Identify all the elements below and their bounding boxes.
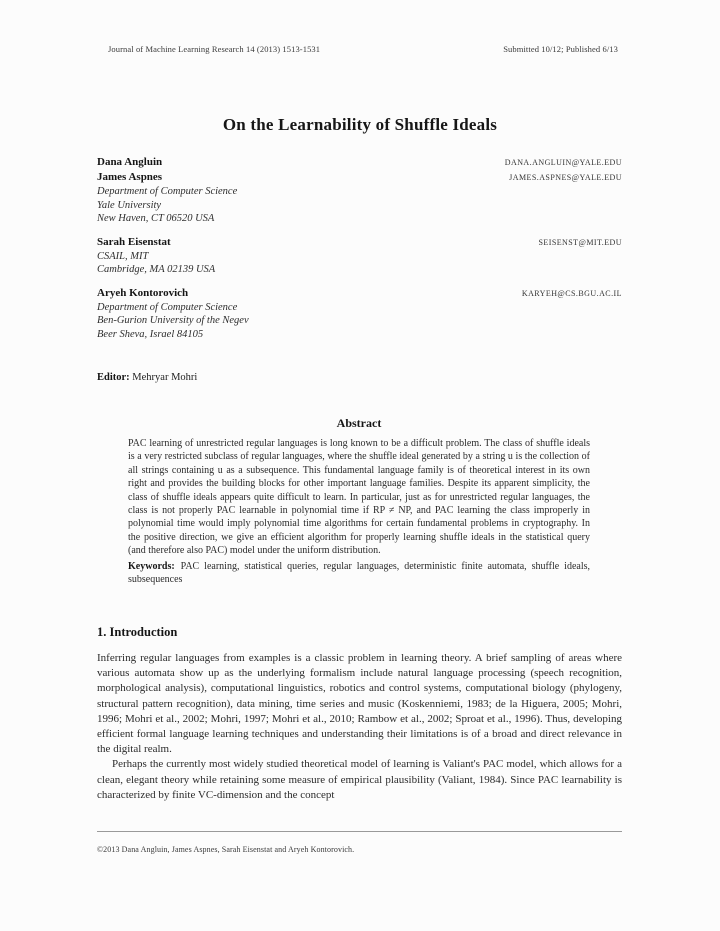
author-name: Aryeh Kontorovich — [97, 286, 189, 299]
affiliation-line: Yale University — [97, 199, 162, 211]
author-row — [97, 155, 622, 170]
affiliation-line: Beer Sheva, Israel 84105 — [97, 328, 204, 340]
author-name: Dana Angluin — [97, 156, 163, 168]
editor-line — [97, 372, 197, 383]
author-block-mit — [97, 235, 622, 277]
author-block-bgu — [97, 286, 622, 342]
running-head — [108, 44, 618, 54]
author-email: SEISENST@MIT.EDU — [538, 237, 622, 247]
author-email: KARYEH@CS.BGU.AC.IL — [521, 288, 622, 298]
editor-name: Mehryar Mohri — [132, 372, 198, 383]
abstract-section — [128, 416, 590, 586]
affiliation-line: Ben-Gurion University of the Negev — [97, 315, 249, 326]
author-row — [97, 170, 622, 185]
affiliation-line: New Haven, CT 06520 USA — [97, 213, 215, 224]
keywords-line — [128, 560, 590, 587]
author-block-yale — [97, 155, 622, 226]
paper-title: On the Learnability of Shuffle Ideals — [222, 115, 498, 134]
affiliation-line: Cambridge, MA 02139 USA — [97, 264, 216, 275]
introduction-paragraph-2: Perhaps the currently most widely studied theoretical model of learning is Valiant's PAC model, which allows for a clean, elegant theory while retaining some measure of empirical plausibility (Valiant, 1984). Since PAC learnability is characterized by finite VC-dimension and the concept — [97, 758, 622, 801]
submission-dates: Submitted 10/12; Published 6/13 — [503, 44, 618, 54]
author-row — [97, 235, 622, 250]
footnote-rule — [97, 831, 622, 832]
journal-citation: Journal of Machine Learning Research 14 (2013) 1513-1531 — [108, 44, 321, 54]
copyright-line: ©2013 Dana Angluin, James Aspnes, Sarah Eisenstat and Aryeh Kontorovich. — [97, 845, 355, 854]
author-section — [97, 155, 622, 341]
abstract-heading: Abstract — [336, 416, 382, 430]
editor-label: Editor: — [97, 372, 130, 383]
section-heading-introduction: 1. Introduction — [97, 625, 178, 639]
affiliation-line: Department of Computer Science — [97, 186, 238, 197]
author-name: Sarah Eisenstat — [97, 235, 171, 248]
introduction-body — [97, 651, 622, 803]
affiliation-line: Department of Computer Science — [97, 301, 238, 313]
introduction-paragraph-1: Inferring regular languages from examples is a classic problem in learning theory. A brief sampling of areas where various automata show up as the underlying formalism include natural language processing (speech recognition, morphological analysis), computational linguistics, robotics and control systems, computational biology (phylogeny, structural pattern recognition), data mining, time series and music (Koskenniemi, 1983; de la Higuera, 2005; Mohri, 1996; Mohri et al., 2002; Mohri, 1997; Mohri et al., 2010; Rambow et al., 2002; Sproat et al., 1996). Thus, developing efficient formal language learning techniques and understanding their limitations is of a broad and direct relevance in the digital realm. — [97, 652, 622, 756]
author-email: JAMES.ASPNES@YALE.EDU — [509, 173, 622, 182]
author-email: DANA.ANGLUIN@YALE.EDU — [504, 158, 622, 167]
affiliation-line: CSAIL, MIT — [97, 250, 149, 262]
keywords-text: PAC learning, statistical queries, regular languages, deterministic finite automata, shuffle ideals, subsequences — [128, 560, 590, 586]
author-row — [97, 286, 622, 301]
abstract-body: PAC learning of unrestricted regular languages is long known to be a difficult problem. The class of shuffle ideals is a very restricted subclass of regular languages, where the shuffle ideal generated by a string u is the collection of all strings containing u as a subsequence. This fundamental language family is of theoretical interest in its own right and provides the building blocks for other important language families. Despite its apparent simplicity, the class of shuffle ideals appears quite difficult to learn. In particular, just as for unrestricted regular languages, the class is not properly PAC learnable in polynomial time if RP ≠ NP, and PAC learning the class improperly in polynomial time would imply polynomial time algorithms for certain fundamental problems in cryptography. In the positive direction, we give an efficient algorithm for properly learning shuffle ideals in the statistical query (and therefore also PAC) model under the uniform distribution. — [128, 438, 590, 557]
keywords-label: Keywords: — [128, 560, 175, 572]
author-name: James Aspnes — [97, 171, 163, 183]
